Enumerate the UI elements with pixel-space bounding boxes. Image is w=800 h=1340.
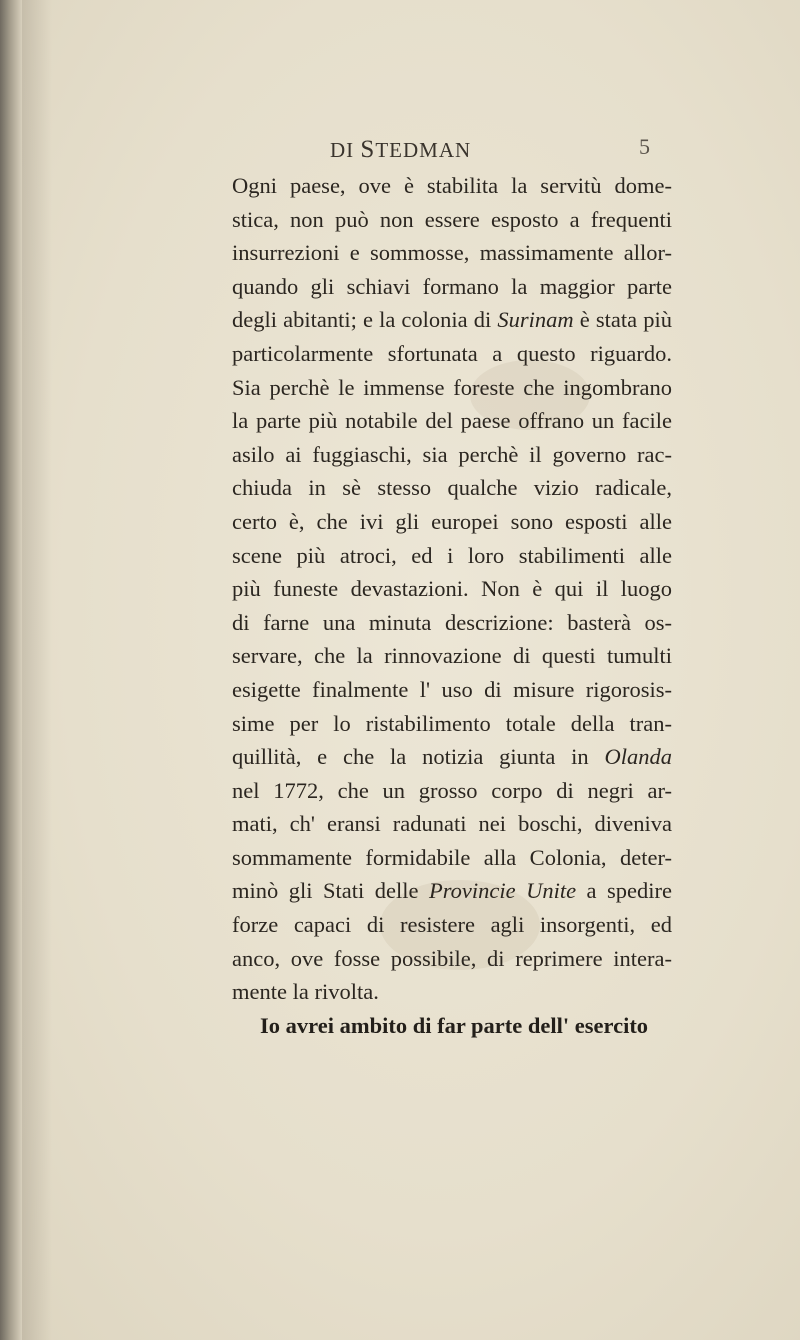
text-fragment: degli abitanti; e la colonia di bbox=[232, 307, 498, 333]
text-fragment: scene più atroci, ed i loro stabilimenti alle bbox=[232, 542, 672, 568]
text-line bbox=[232, 505, 672, 539]
text-line bbox=[232, 471, 672, 505]
italic-term: Surinam bbox=[497, 307, 574, 333]
text-fragment: la parte più notabile del paese offrano un facile bbox=[232, 408, 672, 434]
text-fragment: Sia perchè le immense foreste che ingombrano bbox=[232, 374, 672, 400]
text-fragment: chiuda in sè stesso qualche vizio radicale, bbox=[232, 475, 672, 501]
text-fragment: certo è, che ivi gli europei sono esposti alle bbox=[232, 508, 672, 534]
text-fragment: asilo ai fuggiaschi, sia perchè il governo rac- bbox=[232, 441, 672, 467]
text-line bbox=[232, 270, 672, 304]
text-fragment: minò gli Stati delle bbox=[232, 878, 429, 904]
running-head-rest: TEDMAN bbox=[375, 138, 472, 162]
text-fragment: particolarmente sfortunata a questo riguardo. bbox=[232, 340, 672, 366]
text-fragment: di farne una minuta descrizione: basterà os- bbox=[232, 609, 672, 635]
text-fragment: quillità, e che la notizia giunta in bbox=[232, 744, 605, 770]
text-line bbox=[232, 942, 672, 976]
text-fragment: esigette finalmente l' uso di misure rigorosis- bbox=[232, 676, 672, 702]
text-line bbox=[232, 203, 672, 237]
text-line bbox=[232, 539, 672, 573]
body-text bbox=[232, 169, 672, 1042]
text-line bbox=[232, 438, 672, 472]
text-line bbox=[232, 371, 672, 405]
text-fragment: sime per lo ristabilimento totale della tran- bbox=[232, 710, 672, 736]
text-fragment: più funeste devastazioni. Non è qui il luogo bbox=[232, 576, 672, 602]
text-line bbox=[232, 236, 672, 270]
text-line bbox=[232, 606, 672, 640]
page-number: 5 bbox=[639, 134, 650, 159]
text-fragment: mente la rivolta. bbox=[232, 979, 379, 1005]
running-head-initial: S bbox=[360, 136, 376, 163]
italic-term: Olanda bbox=[604, 744, 672, 770]
text-line bbox=[232, 774, 672, 808]
book-gutter bbox=[0, 0, 22, 1340]
text-line bbox=[232, 975, 672, 1009]
text-line bbox=[232, 303, 672, 337]
text-fragment: sommamente formidabile alla Colonia, deter- bbox=[232, 844, 672, 870]
text-fragment: servare, che la rinnovazione di questi tumulti bbox=[232, 643, 672, 669]
text-fragment: forze capaci di resistere agli insorgenti, ed bbox=[232, 912, 672, 938]
text-fragment: stica, non può non essere esposto a frequenti bbox=[232, 206, 672, 232]
text-fragment: a spedire bbox=[576, 878, 672, 904]
text-line bbox=[232, 740, 672, 774]
text-line bbox=[232, 337, 672, 371]
text-fragment: Ogni paese, ove è stabilita la servitù dome- bbox=[232, 173, 672, 198]
text-fragment: anco, ove fosse possibile, di reprimere intera- bbox=[232, 945, 672, 971]
text-fragment: quando gli schiavi formano la maggior parte bbox=[232, 273, 672, 299]
text-fragment: Io avrei ambito di far parte dell' esercito bbox=[260, 1012, 649, 1038]
italic-term: Provincie Unite bbox=[428, 878, 577, 904]
running-head-title bbox=[330, 136, 471, 164]
text-line bbox=[232, 404, 672, 438]
text-line bbox=[232, 841, 672, 875]
text-line bbox=[232, 807, 672, 841]
text-line bbox=[232, 1009, 672, 1043]
text-fragment: mati, ch' eransi radunati nei boschi, diveniva bbox=[232, 811, 672, 837]
text-line bbox=[232, 707, 672, 741]
text-fragment: nel 1772, che un grosso corpo di negri ar- bbox=[232, 777, 672, 803]
text-fragment: è stata più bbox=[573, 307, 672, 333]
text-fragment: insurrezioni e sommosse, massimamente allor- bbox=[232, 240, 672, 266]
gutter-shadow bbox=[22, 0, 52, 1340]
running-head-prefix: DI bbox=[330, 138, 355, 162]
text-line bbox=[232, 169, 672, 203]
text-line bbox=[232, 874, 672, 908]
text-line bbox=[232, 673, 672, 707]
running-head bbox=[0, 136, 800, 166]
text-line bbox=[232, 572, 672, 606]
text-line bbox=[232, 639, 672, 673]
text-line bbox=[232, 908, 672, 942]
